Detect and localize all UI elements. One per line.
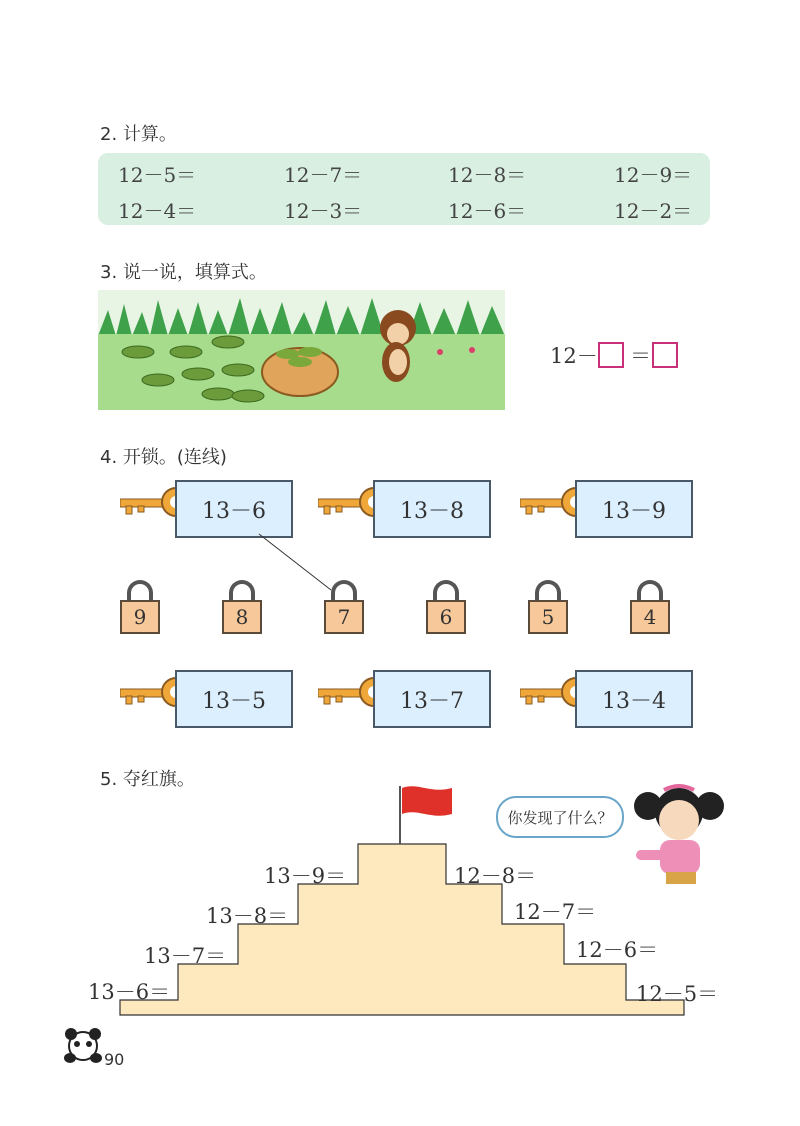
connection-line [255, 530, 335, 594]
key-tag[interactable]: 13－9 [575, 480, 693, 538]
step-right-2: 12－6＝ [576, 938, 659, 962]
step-left-1: 13－6＝ [88, 980, 171, 1004]
girl-illustration [630, 780, 726, 886]
lock-number: 7 [324, 600, 364, 634]
step-left-2: 13－7＝ [144, 944, 227, 968]
step-right-3: 12－7＝ [514, 900, 597, 924]
panda-icon [62, 1026, 104, 1066]
calc-item: 12－5＝ [118, 163, 197, 187]
step-left-4: 13－9＝ [264, 864, 347, 888]
answer-box-1[interactable] [598, 342, 624, 368]
red-flag-icon [402, 786, 452, 815]
step-right-1: 12－5＝ [636, 982, 719, 1006]
key-tag[interactable]: 13－4 [575, 670, 693, 728]
padlock[interactable] [222, 580, 262, 636]
step-left-3: 13－8＝ [206, 904, 289, 928]
key-tag[interactable]: 13－6 [175, 480, 293, 538]
padlock[interactable] [426, 580, 466, 636]
padlock[interactable] [324, 580, 364, 636]
calc-item: 12－6＝ [448, 199, 527, 223]
monkey-corn-illustration [98, 290, 505, 410]
section-5-heading: 5. 夺红旗。 [100, 769, 195, 790]
calc-item: 12－7＝ [284, 163, 363, 187]
lock-number: 6 [426, 600, 466, 634]
section-2-heading: 2. 计算。 [100, 124, 177, 145]
answer-box-2[interactable] [652, 342, 678, 368]
key-tag[interactable]: 13－8 [373, 480, 491, 538]
calc-exercise-box [98, 153, 710, 225]
section-3-heading: 3. 说一说，填算式。 [100, 262, 267, 283]
speech-bubble: 你发现了什么？ [496, 796, 624, 838]
calc-item: 12－9＝ [614, 163, 693, 187]
padlock[interactable] [120, 580, 160, 636]
corn-field-image [98, 290, 505, 410]
step-right-4: 12－8＝ [454, 864, 537, 888]
calc-item: 12－8＝ [448, 163, 527, 187]
page-number: 90 [104, 1050, 125, 1069]
lock-number: 9 [120, 600, 160, 634]
calc-item: 12－4＝ [118, 199, 197, 223]
lock-number: 8 [222, 600, 262, 634]
lock-number: 5 [528, 600, 568, 634]
calc-item: 12－3＝ [284, 199, 363, 223]
key-tag[interactable]: 13－5 [175, 670, 293, 728]
padlock[interactable] [630, 580, 670, 636]
section-4-heading: 4. 开锁。(连线) [100, 447, 227, 468]
expr-equals: ＝ [630, 344, 651, 368]
key-tag[interactable]: 13－7 [373, 670, 491, 728]
lock-number: 4 [630, 600, 670, 634]
expr-start: 12－ [550, 344, 598, 368]
padlock[interactable] [528, 580, 568, 636]
calc-item: 12－2＝ [614, 199, 693, 223]
